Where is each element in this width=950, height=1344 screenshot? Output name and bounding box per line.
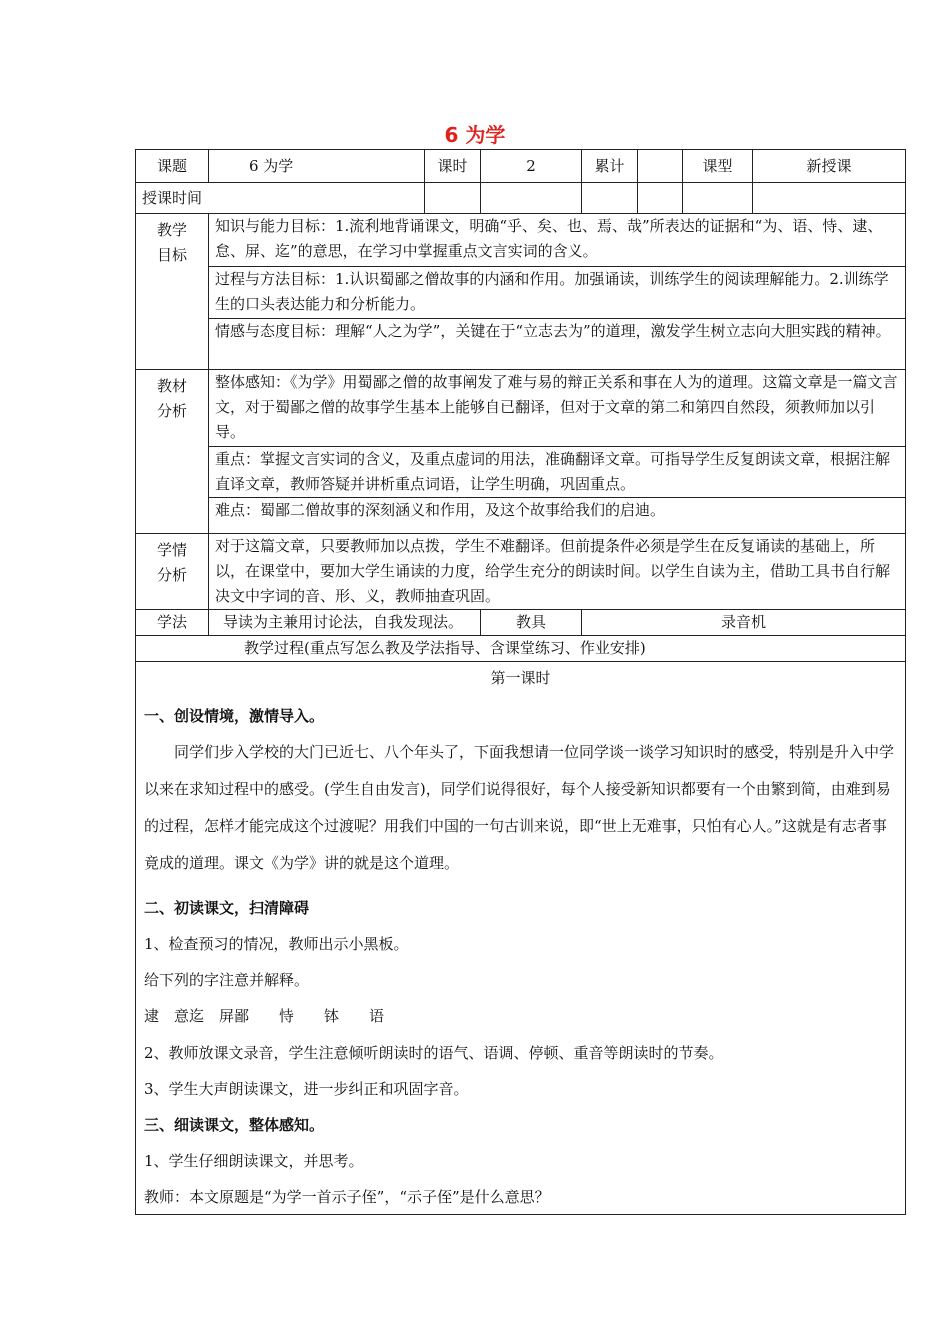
students-label: 学情 分析 [136, 534, 209, 610]
lesson-plan-table [135, 149, 906, 1215]
material-row-3 [136, 498, 906, 534]
goals-row-1 [136, 214, 906, 267]
section-1-title: 一、创设情境，激情导入。 [144, 707, 325, 725]
method-label: 学法 [136, 610, 209, 636]
process-header-row [136, 636, 906, 662]
hours-label: 课时 [425, 150, 481, 183]
time-cell-1 [425, 183, 481, 214]
page-title: 6 为学 [444, 123, 506, 147]
type-value: 新授课 [753, 150, 906, 183]
type-label: 课型 [683, 150, 753, 183]
process-row [136, 662, 906, 1215]
cumulative-value [638, 150, 683, 183]
process-body [136, 662, 906, 1215]
material-overview: 整体感知：《为学》用蜀鄙之僧的故事阐发了难与易的辩正关系和事在人为的道理。这篇文章是一篇文言文，对于蜀鄙之僧的故事学生基本上能够自已翻译，但对于文章的第二和第四自然段，须教师加以引导。 [209, 370, 906, 447]
goals-process: 过程与方法目标：1.认识蜀鄙之僧故事的内涵和作用。加强诵读，训练学生的阅读理解能力。2.训练学生的口头表达能力和分析能力。 [209, 267, 906, 319]
time-cell-3 [582, 183, 638, 214]
material-row-1 [136, 370, 906, 447]
method-value: 导读为主兼用讨论法，自我发现法。 [209, 610, 481, 636]
goals-emotion: 情感与态度目标：理解“人之为学”，关键在于“立志去为”的道理，激发学生树立志向大胆实践的精神。 [209, 319, 906, 370]
process-header: 教学过程(重点写怎么教及学法指导、含课堂练习、作业安排) [136, 636, 906, 662]
hours-value: 2 [481, 150, 582, 183]
section-2-title: 二、初读课文，扫清障碍 [144, 899, 310, 917]
time-cell-2 [481, 183, 582, 214]
material-key-points: 重点：掌握文言实词的含义，及重点虚词的用法，准确翻译文章。可指导学生反复朗读文章，根据注解直译文章，教师答疑并讲析重点词语，让学生明确，巩固重点。 [209, 447, 906, 498]
section-2-step-1: 1、检查预习的情况，教师出示小黑板。 [144, 935, 409, 953]
students-analysis: 对于这篇文章，只要教师加以点拨，学生不难翻译。但前提条件必须是学生在反复诵读的基础上，所以，在课堂中，要加大学生诵读的力度，给学生充分的朗读时间。以学生自读为主，借助工具书自行解决文中字词的音、形、义，教师抽查巩固。 [209, 534, 906, 610]
topic-value: 6 为学 [209, 150, 425, 183]
material-difficulty: 难点：蜀鄙二僧故事的深刻涵义和作用，及这个故事给我们的启迪。 [209, 498, 906, 534]
time-cell-6 [753, 183, 906, 214]
time-label: 授课时间 [136, 183, 425, 214]
cumulative-label: 累计 [582, 150, 638, 183]
session-title: 第一课时 [490, 669, 551, 687]
time-cell-5 [683, 183, 753, 214]
section-2-words: 逮 意迄 屏鄙 恃 钵 语 [144, 1007, 385, 1025]
section-3-question: 教师：本文原题是“为学一首示子侄”，“示子侄”是什么意思？ [144, 1188, 550, 1206]
section-2-note: 给下列的字注意并解释。 [144, 971, 310, 989]
tools-label: 教具 [481, 610, 582, 636]
time-row [136, 183, 906, 214]
section-1-text: 同学们步入学校的大门已近七、八个年头了，下面我想请一位同学谈一谈学习知识时的感受，特别是升入中学以来在求知过程中的感受。(学生自由发言)，同学们说得很好，每个人接受新知识都要有一个由繁到简，由难到易的过程，怎样才能完成这个过渡呢？用我们中国的一句古训来说，即“世上无难事，只怕有心人。”这就是有志者事竟成的道理。课文《为学》讲的就是这个道理。 [144, 743, 895, 872]
method-row [136, 610, 906, 636]
time-cell-4 [638, 183, 683, 214]
tools-value: 录音机 [582, 610, 906, 636]
section-2-step-2: 2、教师放课文录音，学生注意倾听朗读时的语气、语调、停顿、重音等朗读时的节奏。 [144, 1044, 724, 1062]
section-3-step-1: 1、学生仔细朗读课文，并思考。 [144, 1152, 364, 1170]
goals-knowledge: 知识与能力目标：1.流利地背诵课文，明确“乎、矣、也、焉、哉”所表达的证据和“为、语、恃、逮、怠、屏、迄”的意思，在学习中掌握重点文言实词的含义。 [209, 214, 906, 267]
topic-label: 课题 [136, 150, 209, 183]
material-row-2 [136, 447, 906, 498]
section-3-title: 三、细读课文，整体感知。 [144, 1116, 325, 1134]
header-row [136, 150, 906, 183]
students-row [136, 534, 906, 610]
section-2-step-3: 3、学生大声朗读课文，进一步纠正和巩固字音。 [144, 1080, 469, 1098]
goals-label: 教学 目标 [136, 214, 209, 370]
material-label: 教材 分析 [136, 370, 209, 534]
goals-row-2 [136, 267, 906, 319]
goals-row-3 [136, 319, 906, 370]
